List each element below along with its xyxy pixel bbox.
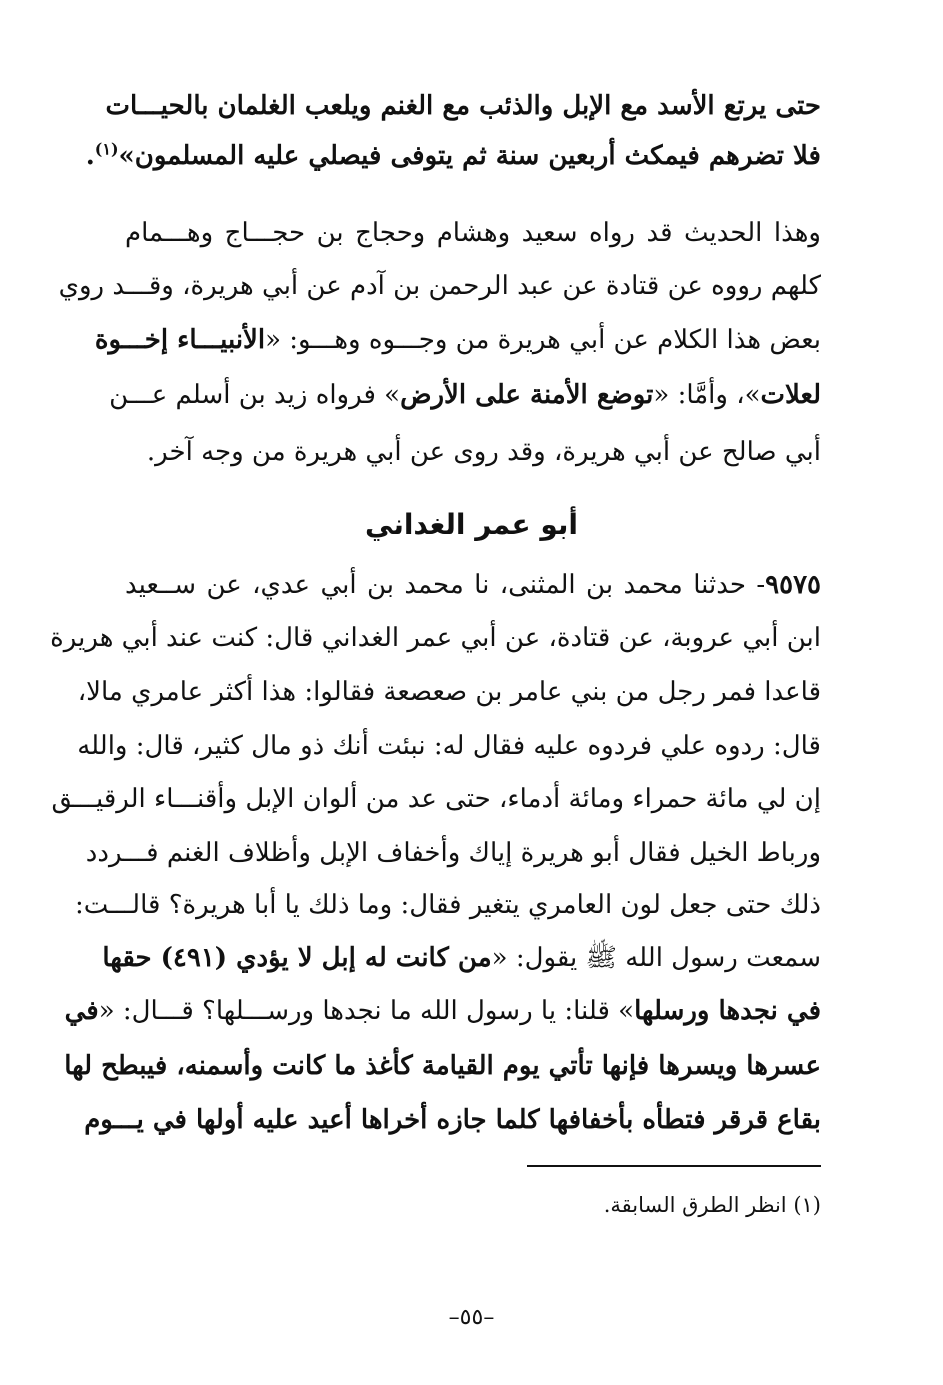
- text-line: [64, 1046, 821, 1086]
- text-line: [84, 1100, 821, 1140]
- text-span: عسرها ويسرها فإنها تأتي يوم القيامة كأغذ ما كانت وأسمنه، فيبطح لها: [64, 1051, 821, 1081]
- text-span: - حدثنا محمد بن المثنى، نا محمد بن أبي عدي، عن ســعيد: [125, 570, 766, 600]
- text-line: [105, 86, 821, 126]
- text-span: سمعت رسول الله ﷺ يقول: «: [491, 943, 821, 973]
- text-line: [125, 565, 821, 605]
- text-span: بعض هذا الكلام عن أبي هريرة من وجـــوه وهـــو: «: [265, 325, 821, 355]
- text-span: بقاع قرقر فتطأه بأخفافها كلما جازه أخراها أعيد عليه أولها في يـــوم: [84, 1105, 821, 1135]
- footnote-divider: [527, 1165, 821, 1167]
- text-line: [50, 618, 821, 658]
- text-span: كلهم رووه عن قتادة عن عبد الرحمن بن آدم عن أبي هريرة، وقـــد روي: [58, 271, 821, 301]
- text-span: وهذا الحديث قد رواه سعيد وهشام وحجاج بن حجـــاج وهـــمام: [125, 218, 821, 248]
- text-line: [102, 938, 821, 978]
- text-span: »، وأمَّا: «: [653, 380, 761, 410]
- text-line: [125, 432, 821, 472]
- text-span: ذلك حتى جعل لون العامري يتغير فقال: وما ذلك يا أبا هريرة؟ قالـــت:: [75, 890, 821, 920]
- text-line: [94, 320, 821, 360]
- text-span: قاعدا فمر رجل من بني عامر بن صعصعة فقالوا: هذا أكثر عامري مالا،: [77, 677, 821, 707]
- footnote-reference[interactable]: (١): [94, 139, 119, 159]
- bold-quote: في: [64, 996, 99, 1026]
- text-line: [77, 726, 821, 766]
- text-line: [125, 213, 821, 253]
- text-span: فلا تضرهم فيمكث أربعين سنة ثم يتوفى فيصلي عليه المسلمون»: [118, 141, 821, 171]
- bold-quote: الأنبيـــاء إخـــوة: [94, 325, 266, 355]
- text-line: [77, 672, 821, 712]
- text-span: ابن أبي عروبة، عن قتادة، عن أبي عمر الغداني قال: كنت عند أبي هريرة: [50, 623, 821, 653]
- text-span: أبي صالح عن أبي هريرة، وقد روى عن أبي هريرة من وجه آخر.: [146, 437, 821, 467]
- bold-quote: لعلات: [760, 380, 821, 410]
- text-span: » فرواه زيد بن أسلم عـــن: [109, 380, 401, 410]
- text-line: [85, 136, 821, 176]
- text-line: [51, 779, 821, 819]
- text-line: [58, 266, 821, 306]
- text-span: إن لي مائة حمراء ومائة أدماء، حتى عد من ألوان الإبل وأقنـــاء الرقيـــق: [51, 784, 821, 814]
- text-span: .: [85, 141, 95, 171]
- text-line: [75, 885, 821, 925]
- text-line: [109, 375, 821, 415]
- footnote: (١) انظر الطرق السابقة.: [603, 1193, 821, 1217]
- text-span: قال: ردوه علي فردوه عليه فقال له: نبئت أنك ذو مال كثير، قال: والله: [77, 731, 821, 761]
- page-number: –٥٥–: [448, 1305, 495, 1330]
- text-span: » قلنا: يا رسول الله ما نجدها ورســـلها؟ قـــال: «: [98, 996, 635, 1026]
- text-span: ورباط الخيل فقال أبو هريرة إياك وأخفاف الإبل وأظلاف الغنم فـــردد: [85, 838, 821, 868]
- text-line: [64, 991, 821, 1031]
- section-heading: أبو عمر الغداني: [364, 508, 578, 541]
- hadith-number: ٩٥٧٥: [765, 570, 821, 600]
- bold-quote: من كانت له إبل لا يؤدي (٤٩١) حقها: [102, 943, 492, 973]
- text-line: [85, 833, 821, 873]
- text-span: حتى يرتع الأسد مع الإبل والذئب مع الغنم ويلعب الغلمان بالحيـــات: [105, 91, 821, 121]
- bold-quote: توضع الأمنة على الأرض: [400, 380, 654, 410]
- bold-quote: في نجدها ورسلها: [634, 996, 821, 1026]
